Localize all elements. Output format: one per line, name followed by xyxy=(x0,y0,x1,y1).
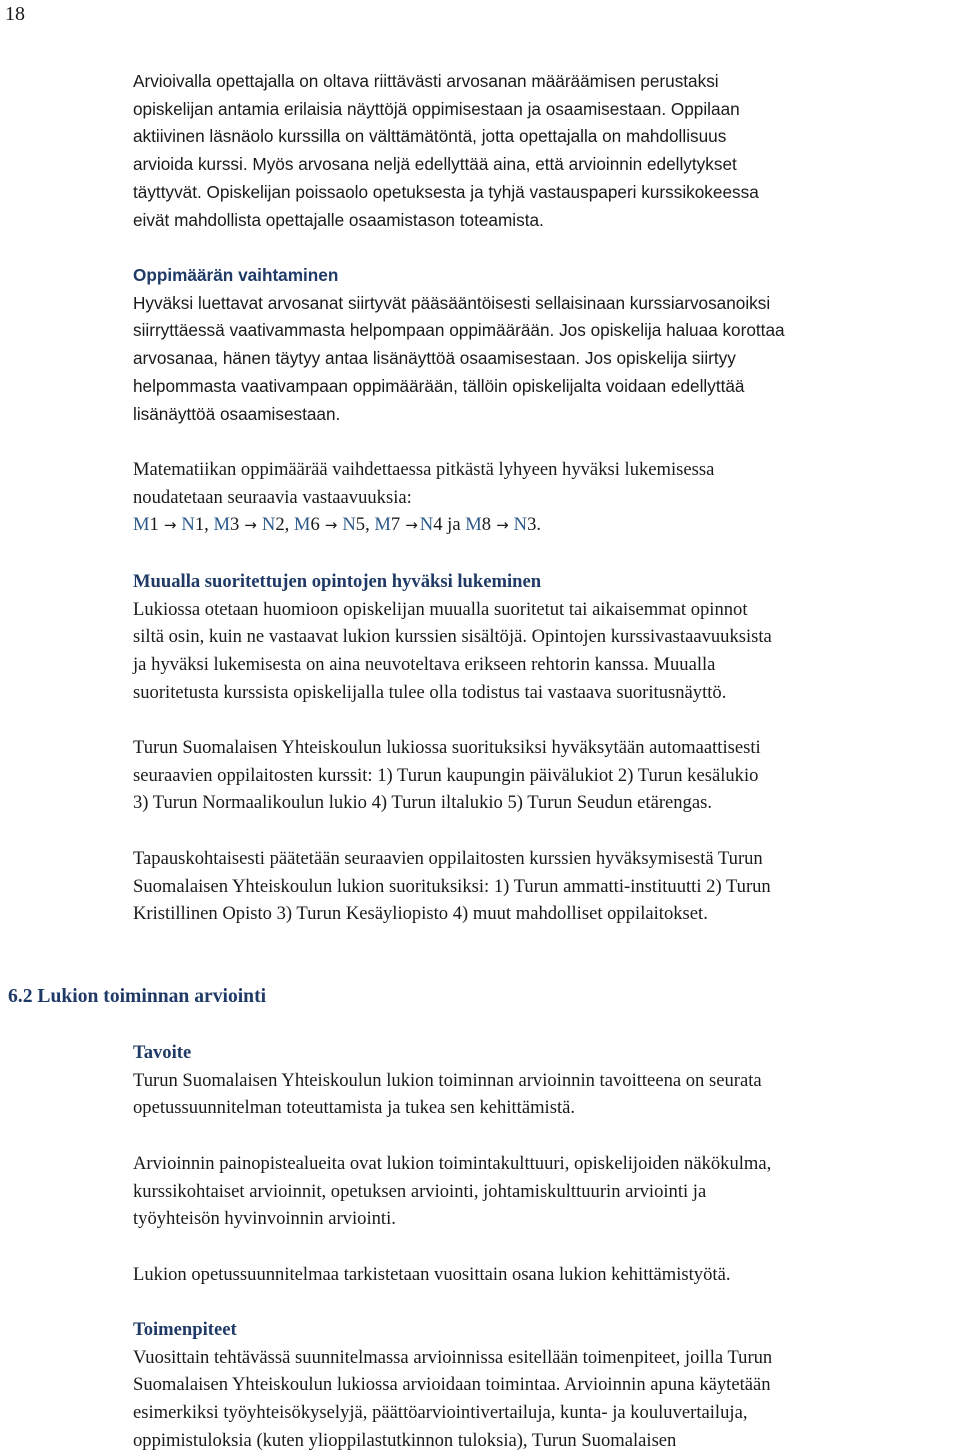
mapping-separator: ja xyxy=(442,514,466,536)
paragraph-line: aktiivinen läsnäolo kurssilla on välttämätöntä, jotta opettajalla on mahdollisuus xyxy=(133,126,727,147)
paragraph-line: lisänäyttöä osaamisestaan. xyxy=(133,403,341,424)
course-to-number: 5 xyxy=(355,514,366,536)
painopisteet-paragraph xyxy=(133,1150,955,1233)
page-number: 18 xyxy=(5,3,25,25)
muualla-heading: Muualla suoritettujen opintojen hyväksi lukeminen xyxy=(133,571,542,592)
paragraph-line: Turun Suomalaisen Yhteiskoulun lukion toiminnan arvioinnin tavoitteena on seurata xyxy=(133,1069,762,1091)
paragraph-line: Kristillinen Opisto 3) Turun Kesäyliopisto 4) muut mahdolliset oppilaitokset. xyxy=(133,903,708,925)
tavoite-heading: Tavoite xyxy=(133,1042,192,1063)
paragraph-line: siltä osin, kuin ne vastaavat lukion kurssien sisältöjä. Opintojen kurssivastaavuuksista xyxy=(133,626,772,648)
course-to-letter: N xyxy=(419,514,434,536)
mapping-item xyxy=(374,514,465,535)
paragraph-line: Lukion opetussuunnitelmaa tarkistetaan vuosittain osana lukion kehittämistyötä. xyxy=(133,1264,731,1285)
paragraph-line: opetussuunnitelman toteuttamista ja tukea sen kehittämistä. xyxy=(133,1097,576,1119)
paragraph-line: Suomalaisen Yhteiskoulun lukion suorituksiksi: 1) Turun ammatti-instituutti 2) Turun xyxy=(133,875,771,897)
arrow-icon: → xyxy=(244,516,257,535)
paragraph-line: täyttyvät. Opiskelijan poissaolo opetuksesta ja tyhjä vastauspaperi kurssikokeessa xyxy=(133,181,759,202)
course-to-letter: N xyxy=(261,514,276,536)
paragraph-line: eivät mahdollista opettajalle osaamistason toteamista. xyxy=(133,209,544,230)
paragraph-line: helpommasta vaativampaan oppimäärään, tällöin opiskelijalta voidaan edellyttää xyxy=(133,375,745,396)
matematiikka-paragraph xyxy=(133,456,955,540)
course-from-number: 7 xyxy=(390,514,401,536)
tavoite-section xyxy=(133,1039,955,1122)
paragraph-line: Matematiikan oppimäärää vaihdettaessa pitkästä lyhyeen hyväksi lukemisessa xyxy=(133,459,715,480)
course-from-number: 6 xyxy=(310,514,320,536)
mapping-separator: , xyxy=(284,514,294,536)
mapping-item xyxy=(133,514,213,535)
course-from-letter: M xyxy=(374,514,391,536)
paragraph-line: Turun Suomalaisen Yhteiskoulun lukiossa suorituksiksi hyväksytään automaattisesti xyxy=(133,737,761,758)
toimenpiteet-heading: Toimenpiteet xyxy=(133,1319,237,1340)
paragraph-line: kurssikohtaiset arvioinnit, opetuksen arviointi, johtamiskulttuurin arviointi ja xyxy=(133,1180,707,1202)
paragraph-line: siirryttäessä vaativammasta helpompaan oppimäärään. Jos opiskelija haluaa korottaa xyxy=(133,320,785,341)
arrow-icon: → xyxy=(405,516,418,535)
paragraph-line: esimerkiksi työyhteisökyselyjä, päättöarviointivertailuja, kunta- ja kouluvertailuja, xyxy=(133,1402,748,1424)
tapauskohtaisesti-paragraph xyxy=(133,845,955,928)
automaattisesti-paragraph xyxy=(133,734,955,817)
course-to-number: 4 xyxy=(433,514,443,536)
paragraph-line: Vuosittain tehtävässä suunnitelmassa arvioinnissa esitellään toimenpiteet, joilla Turun xyxy=(133,1346,773,1368)
oppimaara-section xyxy=(133,262,955,428)
course-from-letter: M xyxy=(133,514,150,536)
arrow-icon: → xyxy=(496,516,509,535)
course-from-number: 8 xyxy=(481,514,492,536)
muualla-section xyxy=(133,568,955,707)
paragraph-line: 3) Turun Normaalikoulun lukio 4) Turun iltalukio 5) Turun Seudun etärengas. xyxy=(133,792,712,814)
course-to-letter: N xyxy=(342,514,356,536)
course-to-number: 3 xyxy=(527,514,537,536)
course-mapping xyxy=(133,511,955,540)
arrow-icon: → xyxy=(163,516,177,535)
paragraph-line: Lukiossa otetaan huomioon opiskelijan muualla suoritetut tai aikaisemmat opinnot xyxy=(133,598,748,620)
section-heading: 6.2 Lukion toiminnan arviointi xyxy=(8,986,267,1007)
course-from-letter: M xyxy=(293,514,311,536)
paragraph-line: suoritetusta kurssista opiskelijalla tulee olla todistus tai vastaava suoritusnäyttö. xyxy=(133,681,727,703)
paragraph-line: työyhteisön hyvinvoinnin arviointi. xyxy=(133,1208,396,1230)
paragraph-line: ja hyväksi lukemisesta on aina neuvoteltava erikseen rehtorin kanssa. Muualla xyxy=(133,654,716,676)
course-to-number: 2 xyxy=(275,514,285,536)
mapping-separator: , xyxy=(204,514,214,536)
paragraph-line: arvioida kurssi. Myös arvosana neljä edellyttää aina, että arvioinnin edellytykset xyxy=(133,154,737,175)
paragraph-line: Arvioinnin painopistealueita ovat lukion toimintakulttuuri, opiskelijoiden näkökulma, xyxy=(133,1153,772,1174)
paragraph-line: opiskelijan antamia erilaisia näyttöjä oppimisestaan ja osaamisestaan. Oppilaan xyxy=(133,98,740,119)
course-from-letter: M xyxy=(213,514,230,536)
paragraph-line: Arvioivalla opettajalla on oltava riittävästi arvosanan määräämisen perustaksi xyxy=(133,71,719,91)
course-to-letter: N xyxy=(181,514,195,536)
paragraph-line: Suomalaisen Yhteiskoulun lukiossa arvioidaan toimintaa. Arvioinnin apuna käytetään xyxy=(133,1374,771,1396)
tarkistus-paragraph xyxy=(133,1261,955,1289)
paragraph-line: noudatetaan seuraavia vastaavuuksia: xyxy=(133,486,412,508)
course-from-number: 1 xyxy=(149,514,159,536)
mapping-item xyxy=(213,514,293,535)
course-to-number: 1 xyxy=(194,514,205,536)
course-from-number: 3 xyxy=(230,514,240,536)
paragraph-line: arvosanaa, hänen täytyy antaa lisänäyttöä osaamisestaan. Jos opiskelija siirtyy xyxy=(133,348,736,369)
intro-paragraph xyxy=(133,68,955,234)
mapping-separator: , xyxy=(365,514,375,536)
paragraph-line: seuraavien oppilaitosten kurssit: 1) Turun kaupungin päivälukiot 2) Turun kesälukio xyxy=(133,764,759,786)
oppimaara-heading: Oppimäärän vaihtaminen xyxy=(133,265,339,285)
course-to-letter: N xyxy=(513,514,528,536)
course-from-letter: M xyxy=(465,514,482,536)
paragraph-line: Tapauskohtaisesti päätetään seuraavien oppilaitosten kurssien hyväksymisestä Turun xyxy=(133,848,763,869)
paragraph-line: oppimistuloksia (kuten ylioppilastutkinnon tuloksia), Turun Suomalaisen xyxy=(133,1429,677,1451)
mapping-item xyxy=(294,514,374,535)
toimenpiteet-section xyxy=(133,1316,955,1455)
mapping-separator: . xyxy=(536,514,542,536)
mapping-item xyxy=(465,514,541,535)
arrow-icon: → xyxy=(324,516,338,535)
paragraph-line: Hyväksi luettavat arvosanat siirtyvät pääsääntöisesti sellaisinaan kurssiarvosanoiksi xyxy=(133,292,771,313)
